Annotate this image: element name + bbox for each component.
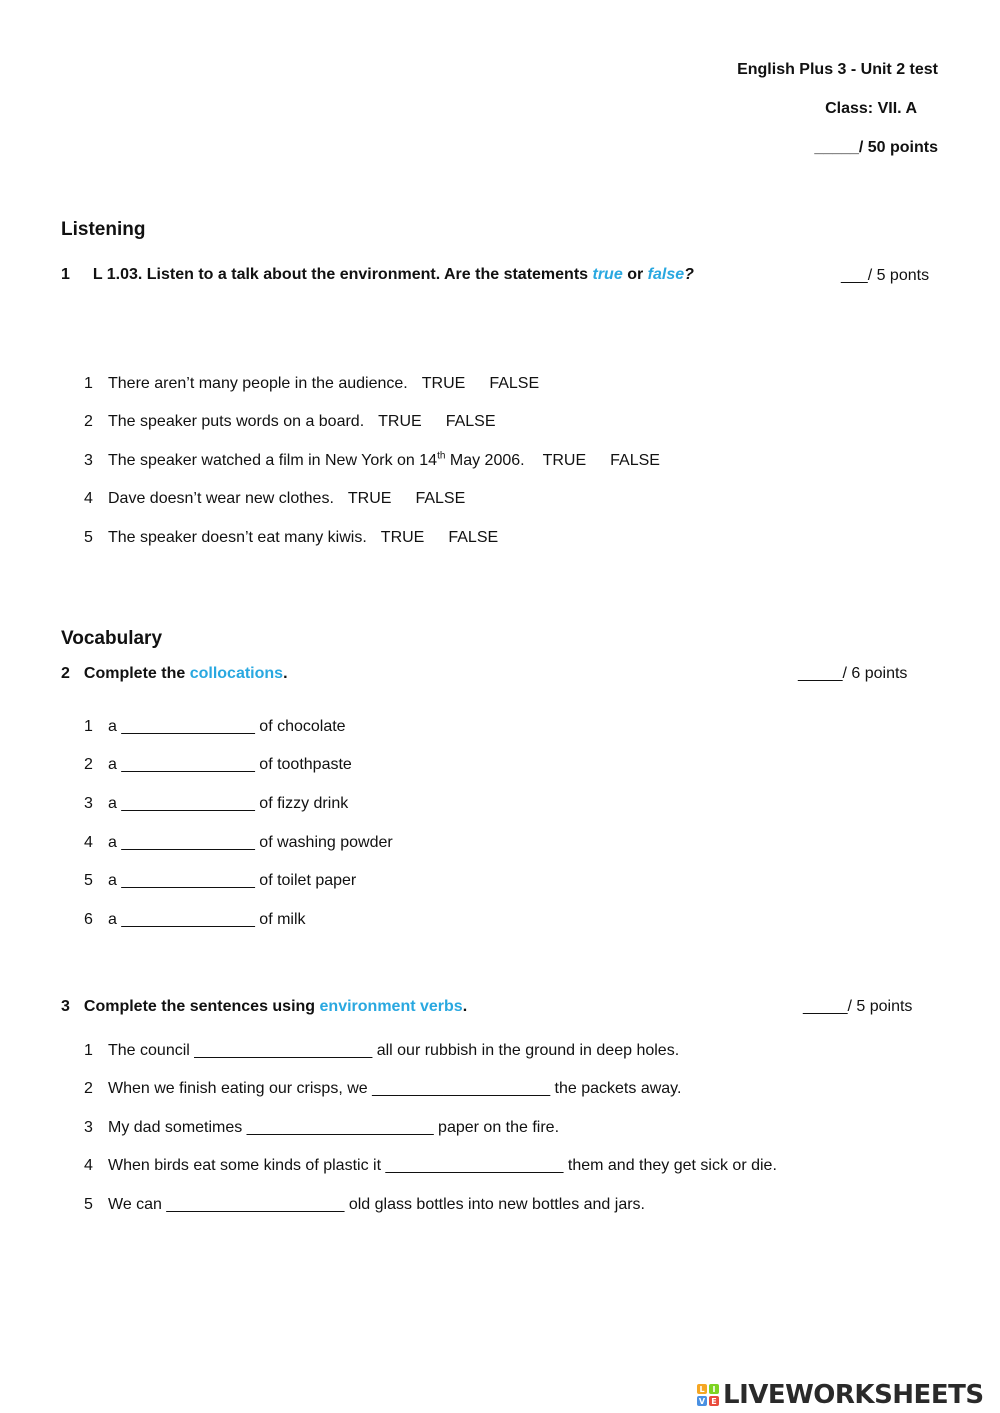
item-text: of fizzy drink: [259, 795, 349, 812]
sentence-item: [84, 1080, 681, 1098]
item-text: of toothpaste: [259, 756, 352, 773]
item-article: a: [108, 911, 117, 928]
item-number: 5: [84, 529, 93, 546]
item-text-before: When we finish eating our crisps, we: [108, 1080, 368, 1097]
task1-code: L 1.03.: [92, 266, 143, 283]
collocation-item: [84, 756, 352, 774]
logo-block: L: [697, 1384, 707, 1394]
collocation-item: [84, 911, 306, 929]
item-text: Dave doesn’t wear new clothes.: [108, 490, 334, 507]
false-option[interactable]: FALSE: [415, 490, 466, 507]
item-text-after: them and they get sick or die.: [567, 1157, 777, 1174]
task2-number: 2: [61, 665, 70, 682]
answer-blank[interactable]: _______________: [121, 795, 255, 812]
answer-blank[interactable]: _______________: [121, 756, 255, 773]
item-number: 1: [84, 1042, 93, 1059]
answer-blank[interactable]: ____________________: [166, 1196, 345, 1213]
item-number: 5: [84, 872, 93, 889]
item-text-after: paper on the fire.: [438, 1119, 560, 1136]
task3-end: .: [462, 998, 468, 1015]
task2-end: .: [283, 665, 288, 682]
item-article: a: [108, 795, 117, 812]
task1-points: ___/ 5 ponts: [841, 267, 930, 284]
false-option[interactable]: FALSE: [448, 529, 499, 546]
true-option[interactable]: TRUE: [378, 413, 422, 430]
item-number: 5: [84, 1196, 93, 1213]
listening-item: [84, 375, 539, 393]
task1-number: 1: [61, 266, 70, 283]
task3-number: 3: [61, 998, 70, 1015]
task1-instruction: [61, 266, 694, 284]
answer-blank[interactable]: _____________________: [246, 1119, 434, 1136]
answer-blank[interactable]: _______________: [121, 872, 255, 889]
item-number: 6: [84, 911, 93, 928]
item-text-after: May 2006.: [445, 452, 525, 469]
false-option[interactable]: FALSE: [610, 452, 660, 469]
sentence-item: [84, 1157, 777, 1175]
logo-text: LIVEWORKSHEETS: [723, 1380, 984, 1410]
answer-blank[interactable]: _______________: [121, 911, 255, 928]
item-text-after: old glass bottles into new bottles and jars.: [348, 1196, 645, 1213]
task3-instruction-text: Complete the sentences using: [83, 998, 316, 1015]
listening-item: [84, 452, 660, 470]
item-article: a: [108, 756, 117, 773]
item-text: of milk: [259, 911, 306, 928]
item-article: a: [108, 834, 117, 851]
total-points: _____/ 50 points: [814, 139, 938, 156]
item-text-after: all our rubbish in the ground in deep holes.: [376, 1042, 680, 1059]
task3-highlight: environment verbs: [319, 998, 463, 1015]
task1-word-or: or: [627, 266, 644, 283]
item-text: of chocolate: [259, 718, 346, 735]
item-number: 1: [84, 375, 93, 392]
item-number: 1: [84, 718, 93, 735]
false-option[interactable]: FALSE: [489, 375, 540, 392]
collocation-item: [84, 718, 346, 736]
item-number: 2: [84, 756, 93, 773]
item-text-before: We can: [108, 1196, 162, 1213]
false-option[interactable]: FALSE: [445, 413, 496, 430]
item-number: 4: [84, 834, 93, 851]
answer-blank[interactable]: ____________________: [194, 1042, 373, 1059]
item-article: a: [108, 872, 117, 889]
item-text-before: My dad sometimes: [108, 1119, 243, 1136]
item-number: 4: [84, 490, 93, 507]
class-label: Class: VII. A: [825, 100, 917, 117]
task2-highlight: collocations: [189, 665, 284, 682]
task2-instruction: [61, 665, 288, 683]
task1-question-mark: ?: [684, 266, 694, 283]
collocation-item: [84, 834, 393, 852]
task1-word-true: true: [592, 266, 623, 283]
true-option[interactable]: TRUE: [542, 452, 587, 469]
liveworksheets-logo[interactable]: [697, 1380, 984, 1410]
task3-points: _____/ 5 points: [803, 998, 913, 1015]
task1-word-false: false: [647, 266, 685, 283]
item-text-before: When birds eat some kinds of plastic it: [108, 1157, 382, 1174]
test-title: English Plus 3 - Unit 2 test: [737, 61, 938, 78]
item-number: 2: [84, 1080, 93, 1097]
answer-blank[interactable]: ____________________: [372, 1080, 551, 1097]
answer-blank[interactable]: ____________________: [385, 1157, 564, 1174]
item-number: 3: [84, 795, 93, 812]
listening-item: [84, 529, 498, 547]
answer-blank[interactable]: _______________: [121, 834, 255, 851]
item-number: 2: [84, 413, 93, 430]
logo-block: E: [709, 1396, 719, 1406]
true-option[interactable]: TRUE: [380, 529, 425, 546]
item-text-after: the packets away.: [554, 1080, 682, 1097]
sentence-item: [84, 1119, 559, 1137]
listening-item: [84, 490, 465, 508]
sentence-item: [84, 1042, 679, 1060]
collocation-item: [84, 872, 356, 890]
task2-points: _____/ 6 points: [798, 665, 908, 682]
answer-blank[interactable]: _______________: [121, 718, 255, 735]
item-text: There aren’t many people in the audience.: [108, 375, 408, 392]
listening-item: [84, 413, 496, 431]
sentence-item: [84, 1196, 645, 1214]
ordinal-suffix: th: [437, 450, 446, 462]
item-number: 3: [84, 1119, 93, 1136]
item-text: of washing powder: [259, 834, 393, 851]
listening-heading: Listening: [61, 219, 146, 240]
item-number: 4: [84, 1157, 93, 1174]
task2-instruction-text: Complete the: [83, 665, 186, 682]
true-option[interactable]: TRUE: [421, 375, 466, 392]
logo-block: I: [709, 1384, 719, 1394]
item-text: The speaker puts words on a board.: [108, 413, 365, 430]
task1-instruction-text: Listen to a talk about the environment. Are the statements: [146, 266, 589, 283]
item-article: a: [108, 718, 117, 735]
item-text: The speaker doesn’t eat many kiwis.: [108, 529, 367, 546]
logo-block: V: [698, 1396, 706, 1406]
item-text-before: The council: [108, 1042, 190, 1059]
true-option[interactable]: TRUE: [347, 490, 392, 507]
vocabulary-heading: Vocabulary: [61, 628, 163, 649]
collocation-item: [84, 795, 348, 813]
logo-blocks-icon: [697, 1384, 719, 1406]
item-text: of toilet paper: [259, 872, 357, 889]
task3-instruction: [61, 998, 467, 1016]
item-text: The speaker watched a film in New York on 14: [108, 452, 438, 469]
item-number: 3: [84, 452, 93, 469]
